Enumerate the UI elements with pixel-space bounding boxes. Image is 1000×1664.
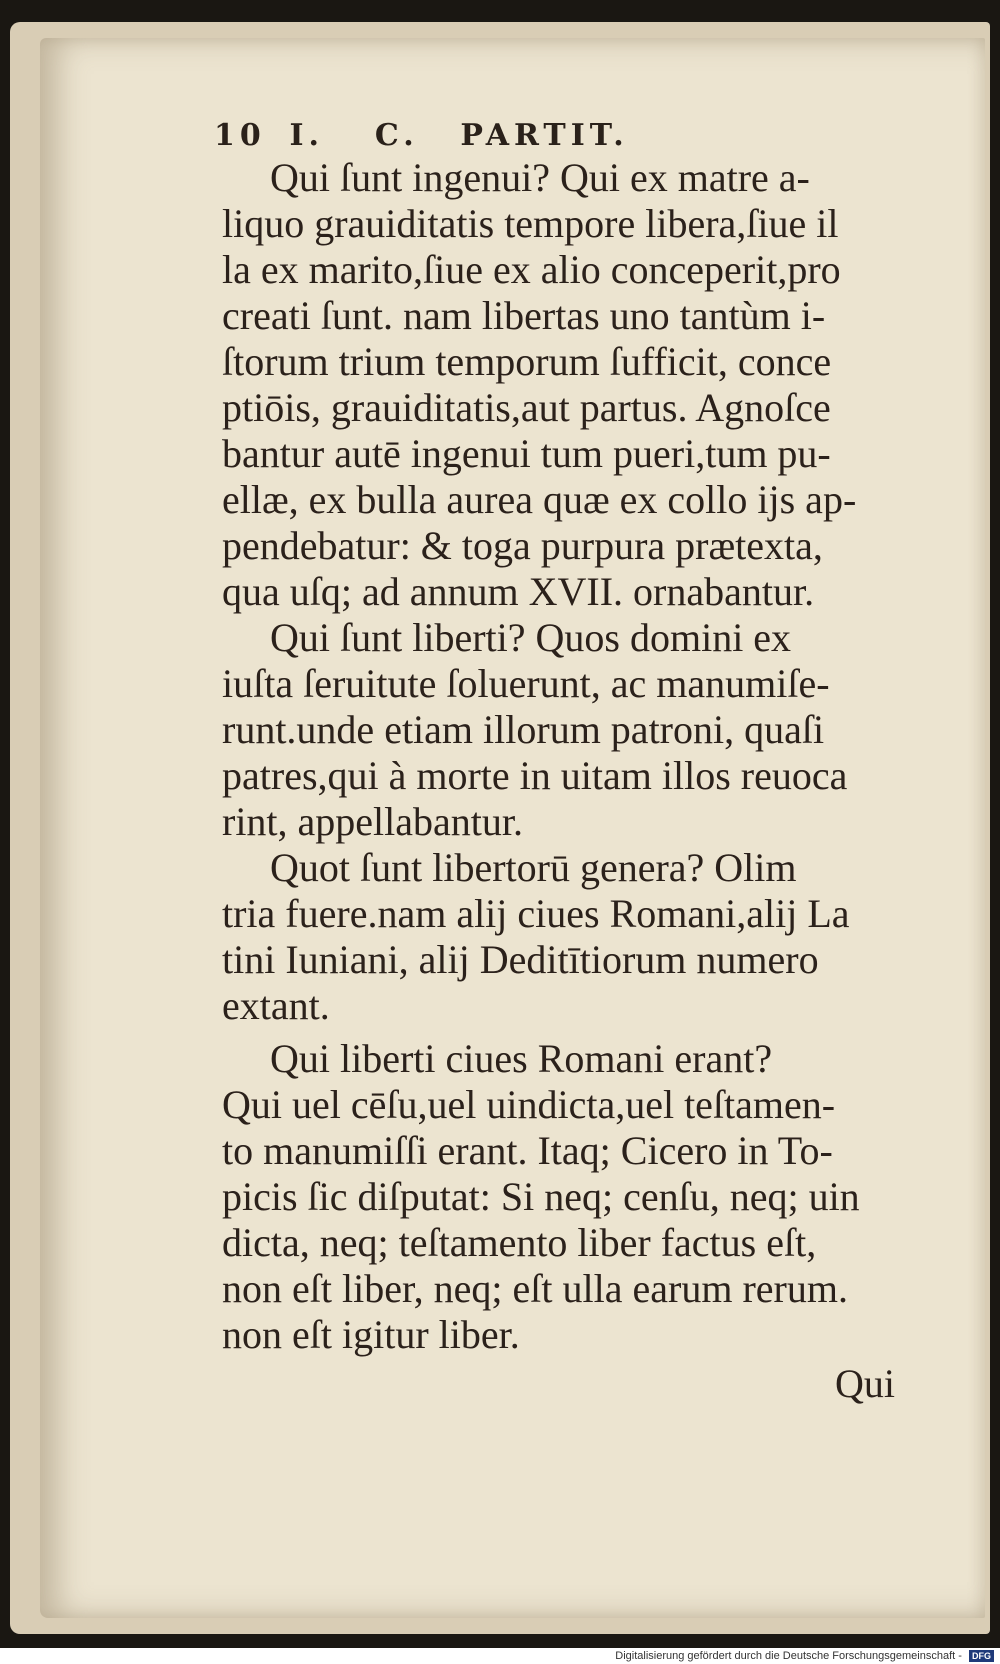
text-line: Qui ſunt liberti? Quos domini ex bbox=[270, 615, 792, 660]
text-line: ptiōis, grauiditatis,aut partus. Agnoſce bbox=[222, 385, 831, 430]
body-text bbox=[222, 155, 912, 1358]
header-part-left: I. bbox=[289, 118, 324, 153]
page-number: 10 bbox=[214, 118, 266, 153]
header-part-middle: C. bbox=[374, 118, 419, 153]
text-line: bantur autē ingenui tum pueri,tum pu- bbox=[222, 431, 831, 476]
text-line: Qui ſunt ingenui? Qui ex matre a- bbox=[270, 155, 810, 200]
text-line: patres,qui à morte in uitam illos reuoca bbox=[222, 753, 848, 798]
dfg-logo-icon: DFG bbox=[969, 1650, 994, 1662]
text-line: to manumiſſi erant. Itaq; Cicero in To- bbox=[222, 1128, 833, 1173]
text-line: extant. bbox=[222, 983, 330, 1028]
text-line: iuſta ſeruitute ſoluerunt, ac manumiſe- bbox=[222, 661, 830, 706]
text-line: ellæ, ex bulla aurea quæ ex collo ijs ap- bbox=[222, 477, 857, 522]
text-line: picis ſic diſputat: Si neq; cenſu, neq; uin bbox=[222, 1174, 860, 1219]
footer-credit: Digitalisierung gefördert durch die Deutsche Forschungsgemeinschaft - bbox=[615, 1650, 962, 1662]
text-line: runt.unde etiam illorum patroni, quaſi bbox=[222, 707, 825, 752]
text-line: non eſt liber, neq; eſt ulla earum rerum. bbox=[222, 1266, 848, 1311]
text-line: tini Iuniani, alij Deditītiorum numero bbox=[222, 937, 819, 982]
text-line: creati ſunt. nam libertas uno tantùm i- bbox=[222, 293, 826, 338]
catchword: Qui bbox=[835, 1361, 895, 1406]
text-line: qua uſq; ad annum XVII. ornabantur. bbox=[222, 569, 815, 614]
text-line: Qui uel cēſu,uel uindicta,uel teſtamen- bbox=[222, 1082, 836, 1127]
text-line: Quot ſunt libertorū genera? Olim bbox=[270, 845, 797, 890]
text-line: Qui liberti ciues Romani erant? bbox=[270, 1036, 773, 1081]
text-line: non eſt igitur liber. bbox=[222, 1312, 520, 1357]
text-line: liquo grauiditatis tempore libera,ſiue il bbox=[222, 201, 839, 246]
text-line: pendebatur: & toga purpura prætexta, bbox=[222, 523, 823, 568]
text-line: rint, appellabantur. bbox=[222, 799, 524, 844]
digitization-footer bbox=[0, 1648, 1000, 1664]
text-line: tria fuere.nam alij ciues Romani,alij La bbox=[222, 891, 850, 936]
header-part-right: PARTIT. bbox=[460, 118, 629, 153]
text-line: dicta, neq; teſtamento liber factus eſt, bbox=[222, 1220, 817, 1265]
text-line: la ex marito,ſiue ex alio conceperit,pro bbox=[222, 247, 841, 292]
text-line: ſtorum trium temporum ſufficit, conce bbox=[222, 339, 832, 384]
running-header bbox=[214, 118, 734, 153]
